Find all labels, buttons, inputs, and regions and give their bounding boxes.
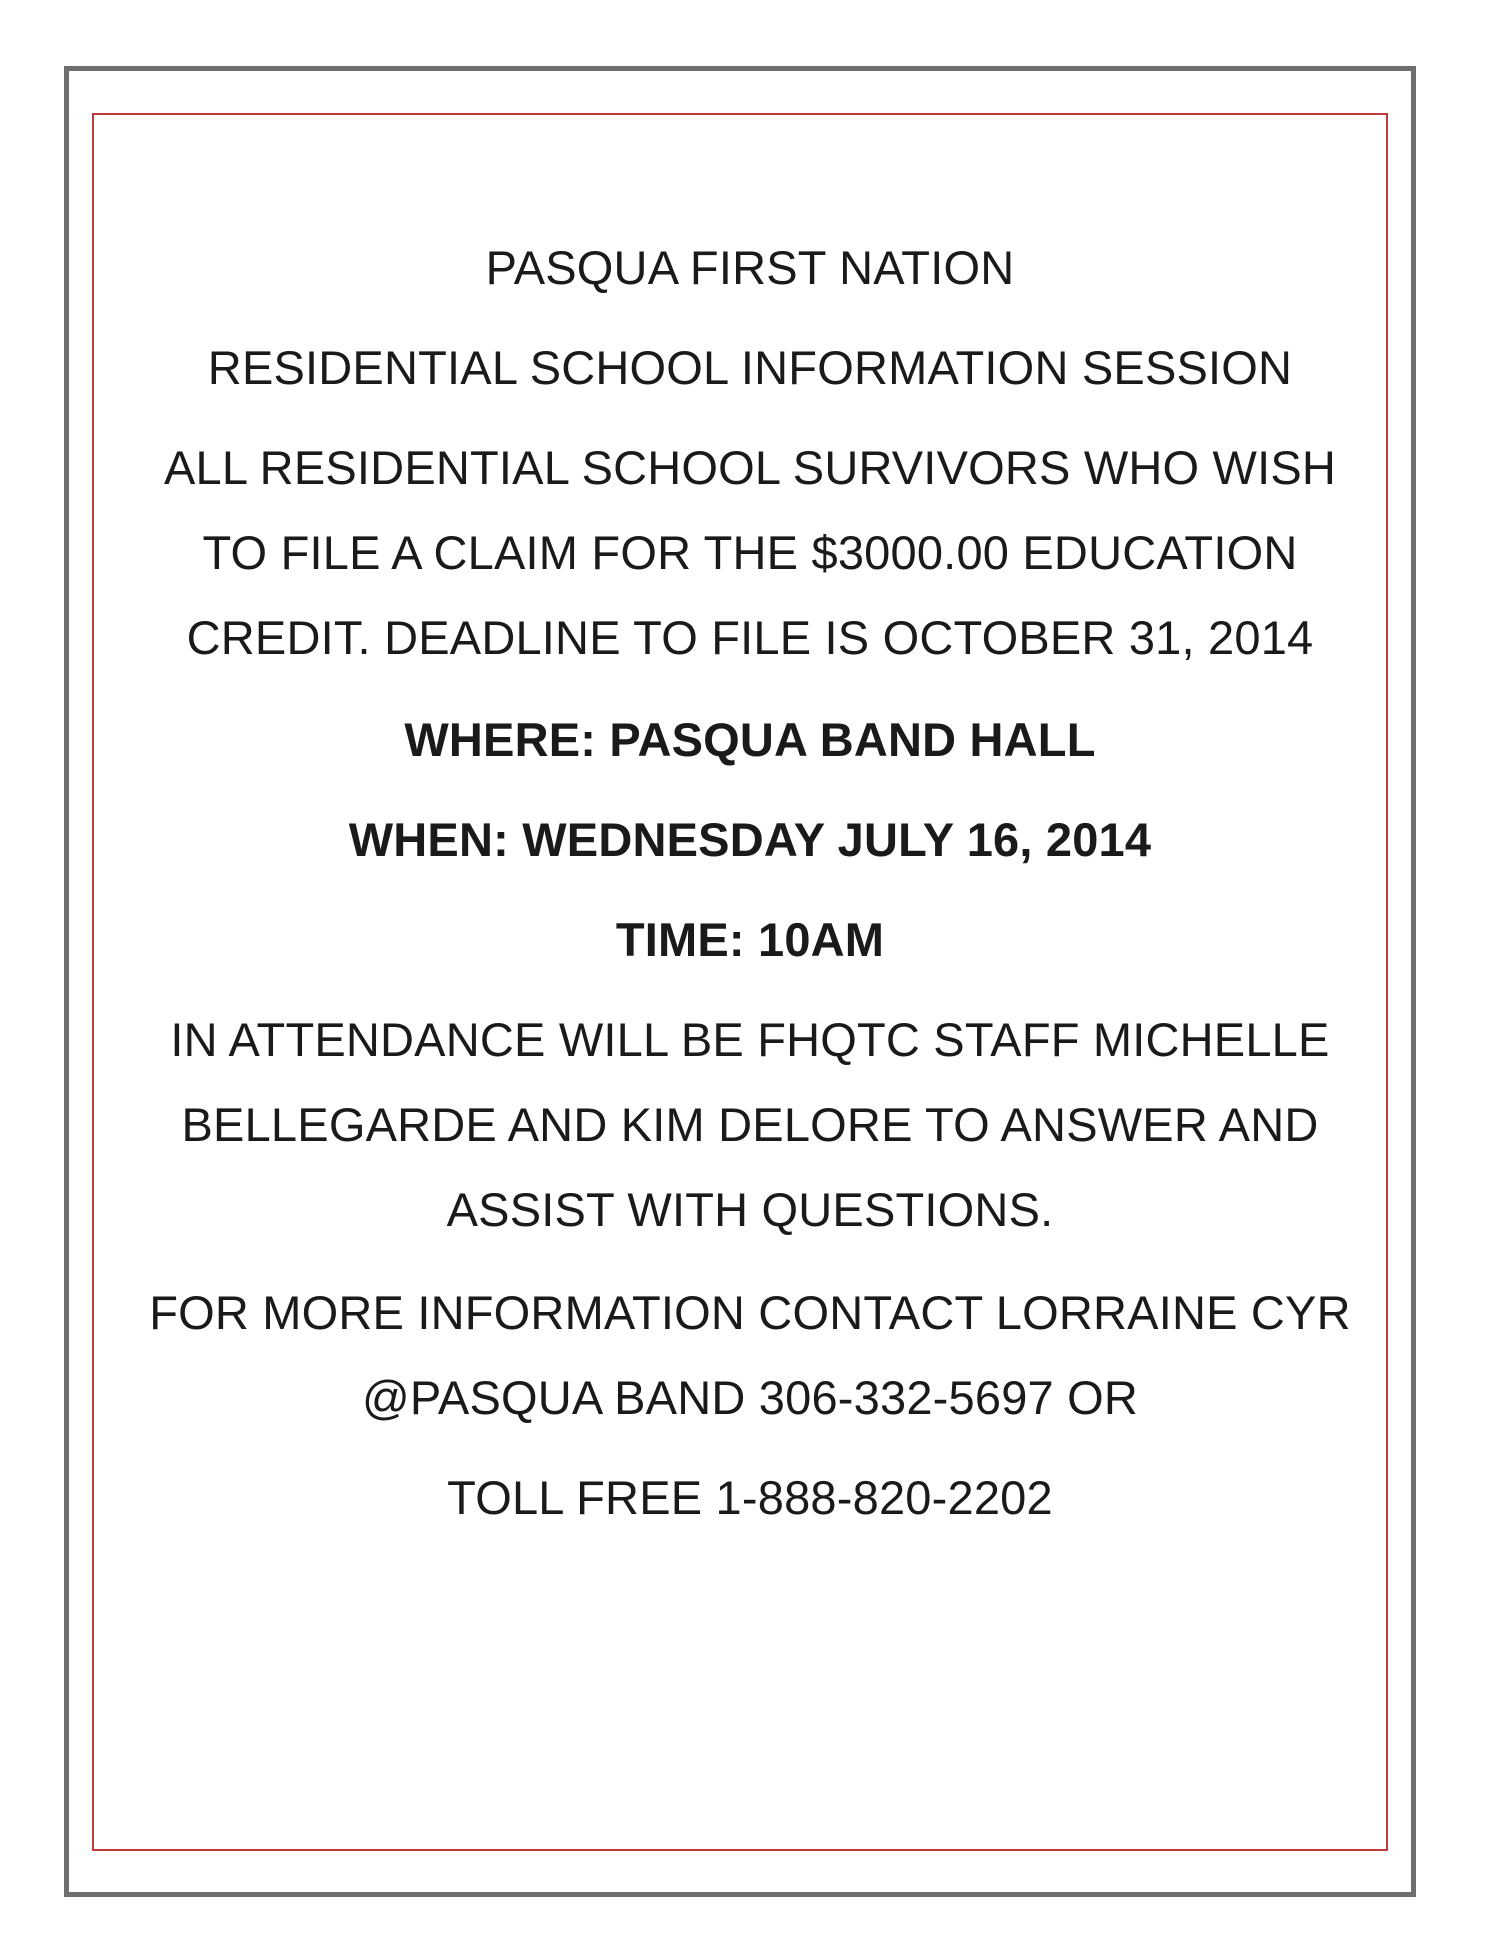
contact-line-1: FOR MORE INFORMATION CONTACT LORRAINE CYR xyxy=(149,1286,1351,1339)
description-line-2: TO FILE A CLAIM FOR THE $3000.00 EDUCATION xyxy=(202,526,1298,579)
where-line: WHERE: PASQUA BAND HALL xyxy=(404,713,1096,766)
flyer-subtitle: RESIDENTIAL SCHOOL INFORMATION SESSION xyxy=(207,341,1293,394)
when-line: WHEN: WEDNESDAY JULY 16, 2014 xyxy=(348,813,1152,866)
attendance-line-3: ASSIST WITH QUESTIONS. xyxy=(446,1183,1054,1236)
attendance-line-2: BELLEGARDE AND KIM DELORE TO ANSWER AND xyxy=(181,1098,1319,1151)
flyer-title: PASQUA FIRST NATION xyxy=(485,241,1015,294)
description-line-1: ALL RESIDENTIAL SCHOOL SURVIVORS WHO WISH xyxy=(163,441,1337,494)
time-line: TIME: 10AM xyxy=(615,913,885,966)
description-line-3: CREDIT. DEADLINE TO FILE IS OCTOBER 31, 2014 xyxy=(186,611,1314,664)
contact-line-2: @PASQUA BAND 306-332-5697 OR xyxy=(361,1371,1139,1424)
contact-line-3: TOLL FREE 1-888-820-2202 xyxy=(447,1471,1053,1524)
attendance-line-1: IN ATTENDANCE WILL BE FHQTC STAFF MICHELLE xyxy=(170,1013,1330,1066)
